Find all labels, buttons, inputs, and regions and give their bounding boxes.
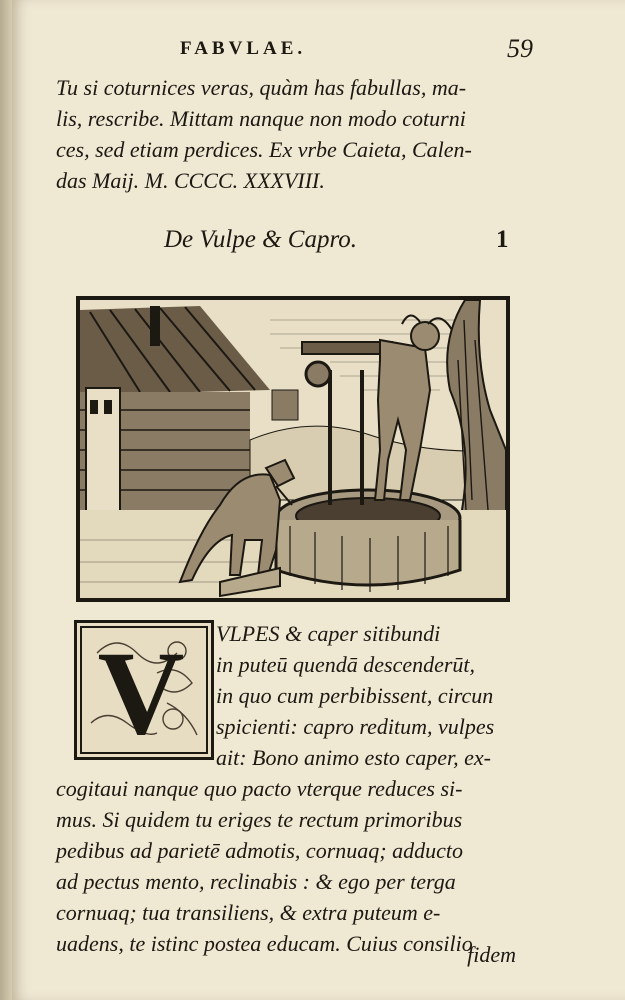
- running-head-title: FABVLAE.: [180, 38, 307, 59]
- text-line: in puteū quendā descenderūt,: [216, 652, 476, 677]
- text-line: in quo cum perbibissent, circun: [216, 683, 494, 708]
- text-line: cornuaq; tua transiliens, & extra puteum e-: [56, 900, 441, 925]
- text-line: Tu si coturnices veras, quàm has fabullas, ma-: [56, 75, 467, 100]
- text-line: pedibus ad parietē admotis, cornuaq; adducto: [56, 838, 463, 863]
- fable-number: 1: [496, 226, 509, 253]
- text-line: mus. Si quidem tu eriges te rectum primoribus: [56, 807, 463, 832]
- text-line: spicienti: capro reditum, vulpes: [216, 714, 495, 739]
- text-line: ad pectus mento, reclinabis : & ego per terga: [56, 869, 456, 894]
- text-line: ces, sed etiam perdices. Ex vrbe Caieta, Calen-: [56, 137, 472, 162]
- text-line: VLPES & caper sitibundi: [216, 621, 441, 646]
- initial-letter: V: [97, 626, 185, 757]
- book-page: [12, 0, 625, 1000]
- text-line: lis, rescribe. Mittam nanque non modo coturni: [56, 106, 466, 131]
- fable-title: De Vulpe & Capro.: [164, 226, 358, 253]
- intro-paragraph: [56, 72, 526, 196]
- text-line: ait: Bono animo esto caper, ex-: [216, 745, 491, 770]
- text-line: das Maij. M. CCCC. XXXVIII.: [56, 168, 325, 193]
- woodcut-illustration: [76, 296, 510, 602]
- book-gutter: [0, 0, 12, 1000]
- running-head: [12, 34, 625, 72]
- page-number: 59: [507, 34, 533, 63]
- text-line: uadens, te istinc postea educam. Cuius consilio: [56, 931, 473, 956]
- catchword: fidem: [467, 942, 516, 967]
- fox-and-goat-woodcut: [80, 300, 506, 598]
- text-line: cogitaui nanque quo pacto vterque reduces si-: [56, 776, 463, 801]
- fable-body: [56, 618, 526, 959]
